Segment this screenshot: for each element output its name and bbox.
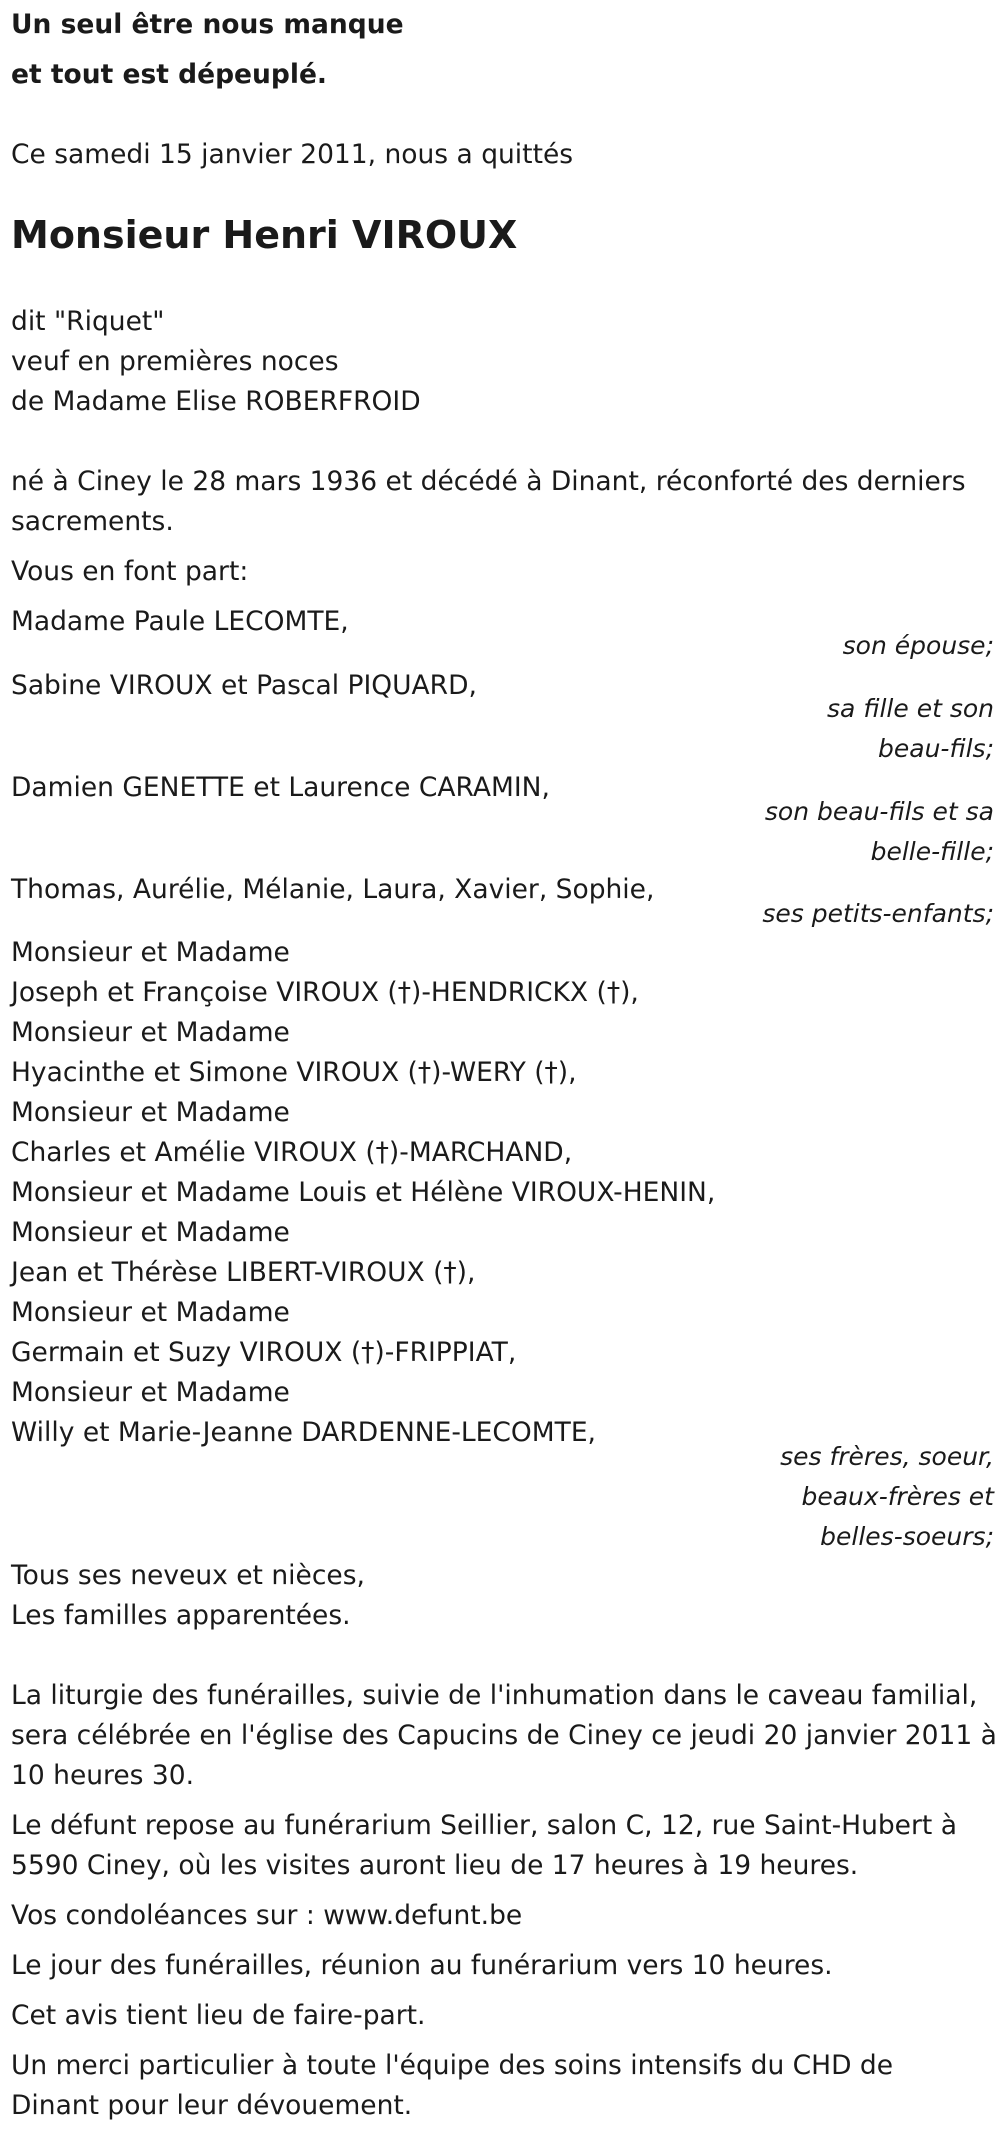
daughter-relation-2: beau-fils;	[878, 734, 994, 763]
rest-line-2: 5590 Ciney, où les visites auront lieu de 17 heures à 19 heures.	[11, 1850, 859, 1881]
daughter-relation-1: sa fille et son	[827, 694, 994, 723]
son-in-law-name: Damien GENETTE et Laurence CARAMIN,	[11, 772, 550, 803]
funeral-line-2: sera célébrée en l'église des Capucins de Ciney ce jeudi 20 janvier 2011 à	[11, 1720, 997, 1751]
meeting-line: Le jour des funérailles, réunion au funérarium vers 10 heures.	[11, 1950, 833, 1981]
sibling-line: Monsieur et Madame	[11, 937, 290, 968]
relatives-line: Les familles apparentées.	[11, 1600, 351, 1631]
nickname: dit "Riquet"	[11, 306, 165, 337]
sibling-line: Monsieur et Madame	[11, 1297, 290, 1328]
funeral-line-1: La liturgie des funérailles, suivie de l'inhumation dans le caveau familial,	[11, 1680, 978, 1711]
sibling-line: Monsieur et Madame	[11, 1097, 290, 1128]
deceased-name: Monsieur Henri VIROUX	[11, 213, 518, 257]
sibling-line: Hyacinthe et Simone VIROUX (†)-WERY (†),	[11, 1057, 577, 1088]
daughter-name: Sabine VIROUX et Pascal PIQUARD,	[11, 670, 477, 701]
sibling-line: Charles et Amélie VIROUX (†)-MARCHAND,	[11, 1137, 573, 1168]
funeral-line-3: 10 heures 30.	[11, 1760, 195, 1791]
birth-line-2: sacrements.	[11, 506, 174, 537]
rest-line-1: Le défunt repose au funérarium Seillier, salon C, 12, rue Saint-Hubert à	[11, 1810, 957, 1841]
quote-line-2: et tout est dépeuplé.	[11, 59, 327, 90]
sibling-line: Monsieur et Madame	[11, 1377, 290, 1408]
sibling-line: Monsieur et Madame Louis et Hélène VIROUX-HENIN,	[11, 1177, 716, 1208]
grandchildren-names: Thomas, Aurélie, Mélanie, Laura, Xavier, Sophie,	[11, 874, 655, 905]
sibling-line: Willy et Marie-Jeanne DARDENNE-LECOMTE,	[11, 1417, 596, 1448]
siblings-relation-1: ses frères, soeur,	[780, 1442, 994, 1471]
quote-line-1: Un seul être nous manque	[11, 9, 404, 40]
widower-line: veuf en premières noces	[11, 346, 339, 377]
sibling-line: Joseph et Françoise VIROUX (†)-HENDRICKX (†),	[11, 977, 639, 1008]
thanks-line-2: Dinant pour leur dévouement.	[11, 2090, 413, 2121]
thanks-line-1: Un merci particulier à toute l'équipe des soins intensifs du CHD de	[11, 2050, 894, 2081]
sibling-line: Germain et Suzy VIROUX (†)-FRIPPIAT,	[11, 1337, 517, 1368]
sibling-line: Monsieur et Madame	[11, 1017, 290, 1048]
intro-text: Ce samedi 15 janvier 2011, nous a quittés	[11, 139, 574, 170]
siblings-relation-2: beaux-frères et	[801, 1482, 994, 1511]
announce-text: Vous en font part:	[11, 556, 249, 587]
first-spouse: de Madame Elise ROBERFROID	[11, 386, 421, 417]
nephews-line: Tous ses neveux et nièces,	[11, 1560, 365, 1591]
birth-line-1: né à Ciney le 28 mars 1936 et décédé à Dinant, réconforté des derniers	[11, 466, 966, 497]
notice-line: Cet avis tient lieu de faire-part.	[11, 2000, 426, 2031]
grandchildren-relation: ses petits-enfants;	[762, 899, 994, 928]
son-in-law-relation-2: belle-fille;	[870, 837, 994, 866]
spouse-relation: son épouse;	[842, 631, 994, 660]
son-in-law-relation-1: son beau-fils et sa	[764, 797, 994, 826]
spouse-name: Madame Paule LECOMTE,	[11, 606, 349, 637]
siblings-relation-3: belles-soeurs;	[820, 1522, 994, 1551]
condolences-line: Vos condoléances sur : www.defunt.be	[11, 1900, 523, 1931]
sibling-line: Jean et Thérèse LIBERT-VIROUX (†),	[11, 1257, 476, 1288]
sibling-line: Monsieur et Madame	[11, 1217, 290, 1248]
